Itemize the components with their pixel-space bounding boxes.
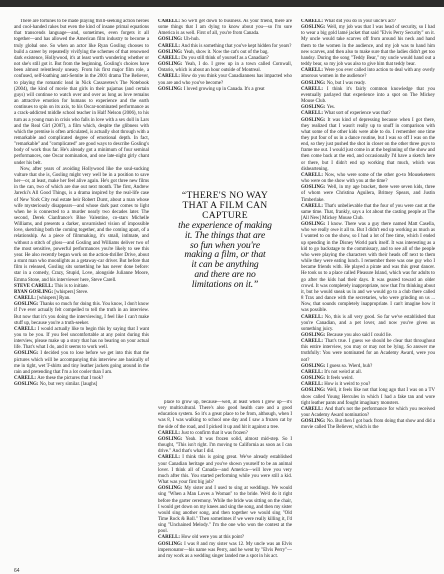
article-paragraph: CARELL: How is it weird to you? (301, 382, 371, 388)
article-paragraph: GOSLING: It feels weird. (301, 376, 354, 382)
article-paragraph: RYAN GOSLING: [whispers] Steve. (14, 289, 89, 295)
article-paragraph: GOSLING: I know. There was a guy there named Matt Casella, who we really owe it all to. But I didn't end up working as much as I wanted to on the show, so I had a lot of free time, which I ended up spending in the Disney World park itself. It was interesting as a kid to go backstage to the commissary, and to see all of the people who were playing the characters with their heads off next to them while they were eating lunch. I remember there was one guy who I became friends with. He played a pirate and was this great dancer. He took us to a place called Pleasure Island, which was for adults to go after the kids had their days. It was geared toward an older crowd. It was completely inappropriate, now that I'm thinking about it, but he would sneak us in and we would go to a club there called 8 Trax and dance with the secretaries, who were grinding on us ... Now, that sounds completely inappropriate. I can't imagine how it was possible. (301, 222, 435, 314)
article-paragraph: CARELL: Do you still think of yourself as a Canadian? (158, 55, 269, 61)
page-number: 64 (14, 568, 20, 574)
speaker-name: CARELL: (301, 314, 325, 320)
article-paragraph: GOSLING: Yeah, I do. I grew up in a town called Cornwall, Ontario, which is about an hour outside of Montreal. (158, 62, 292, 74)
article-paragraph: CARELL: What did you do in your uncle's act? (301, 19, 396, 24)
speaker-name: GOSLING: (301, 185, 328, 191)
article-column-1 (14, 19, 149, 567)
pull-quote-line: “THERE'S NO WAY (181, 190, 269, 201)
speaker-name: CARELL: (14, 326, 38, 332)
article-paragraph: GOSLING: No. But then I got back from doing that show and did a movie called The Believer, which is the (301, 419, 435, 431)
article-paragraph: CARELL: Now, who were some of the other go-to Mouseketeers who were on the show with you at the time? (301, 172, 435, 185)
speaker-name: CARELL: (158, 43, 182, 49)
article-paragraph: STEVE CARELL: This is to initiate. (14, 283, 89, 289)
pull-quote (160, 191, 290, 391)
article-paragraph: CARELL: Just to confirm that it was frozen? (158, 430, 248, 436)
speaker-name: CARELL: (158, 535, 182, 541)
speaker-name: GOSLING: (14, 351, 41, 357)
pull-quote-line: it. The things that are (184, 229, 266, 241)
speaker-name: GOSLING: (301, 222, 328, 228)
article-column-2-bottom (158, 400, 292, 570)
speaker-name: STEVE CARELL: (14, 283, 55, 289)
speaker-name: GOSLING: (158, 49, 184, 55)
speaker-name: GOSLING: (301, 419, 327, 425)
speaker-name: GOSLING: (158, 62, 185, 68)
article-paragraph: CARELL: It's not weird at all. (301, 369, 362, 375)
pull-quote-line: the experience of making (178, 219, 272, 231)
speaker-name: CARELL: (158, 55, 182, 61)
article-paragraph: CARELL: And that's not the performance for which you received your Academy Award nomination? (301, 406, 435, 418)
article-paragraph: CARELL: And this is something that you've kept hidden for years? (158, 43, 292, 49)
article-paragraph: GOSLING: Yes. (301, 105, 336, 111)
pull-quote-line: so fun when you're (190, 239, 260, 251)
pull-quote-line: it can be anything (191, 259, 259, 271)
speaker-name: GOSLING: (14, 302, 40, 308)
article-paragraph: GOSLING: No, but very similar. [laughs] (14, 382, 98, 388)
article-paragraph: CARELL: I think it's fairly common knowledge that you eventually parlayed that experience into a spot on The Mickey Mouse Club. (301, 86, 435, 105)
speaker-name: GOSLING: (14, 382, 40, 388)
speaker-name: GOSLING: (158, 486, 185, 492)
speaker-name: CARELL: (301, 172, 325, 178)
speaker-name: CARELL: (301, 19, 325, 24)
speaker-name: GOSLING: (158, 86, 184, 92)
article-paragraph: GOSLING: I guess so. Wierd, huh? (301, 363, 373, 369)
speaker-name: CARELL: (301, 406, 325, 412)
speaker-name: CARELL: (301, 339, 325, 345)
article-paragraph: CARELL: Are these the pictures that I took? (14, 376, 104, 382)
article-paragraph: CARELL: How do you think your Canadianness has impacted who you are and who you've become? (158, 74, 292, 86)
article-paragraph: GOSLING: Thanks so much for doing this. You know, I don't know if I've ever actually felt compelled to tell the truth in an interview. But now that it's you doing the interviewing, I feel like I can't make stuff up, because you're a truth-seeker. (14, 302, 149, 326)
speaker-name: CARELL: (158, 430, 182, 436)
speaker-name: GOSLING: (301, 105, 327, 111)
article-paragraph: CARELL: That's unbelievable that the four of you were cast at the same time. That, frankly, says a lot about the casting people at The [All New] Mickey Mouse Club. (301, 203, 435, 221)
pull-quote-line: THAT A FILM CAN CAPTURE (182, 199, 268, 221)
article-paragraph: CARELL: What sort of experience was that? (301, 111, 391, 117)
article-column-2-top (158, 19, 292, 184)
article-paragraph: There are fortunes to be made playing thrill-seeking action heroes and cool-handed rakes but even the kind of insane primal equations that transcends language—and, sometimes, even forgets it all together—and has allowed the American film industry to become a truly global one. So when an actor like Ryan Gosling chooses to build a career by repeatedly vivifying the schemes of that renowned dark existence, Hollywood, it's at least worth wondering whether or not she's still got it. But from the beginning, Gosling's choices have been almost relentlessly uneasy. From his first major film role, a confused, self-loathing anti-Semite in the 2001 drama The Believer, to playing the romantic lead in Nick Cassavetes's The Notebook (2004), the kind of movie that girls in their pajamas (and certain guys) will continue to watch over and over as long as love remains an attractive emotion for humans to experience and the earth continues to spin on its axis, to his Oscar-nominated performance as a crack-addicted middle school teacher in Half Nelson (2006), to his turn as a young man in crisis who falls in love with a sex doll in Lars and the Real Girl (2007), a film which, despite the glibness with which the premise is often articulated, is actually shot through with a remarkable and complicated degree of emotional depth. In fact, "remarkable" and "complicated" are good ways to describe Gosling's body of work thus far. He's already got a minimum of four seminal performances, one Oscar nomination, and one late-night girly chant under his belt. (14, 19, 149, 166)
article-paragraph: GOSLING: I decided you to lose before we get into this that the pictures which will be accompanying this interview are basically of me in tight, wet T-shirts and tiny leather jackets going around in the rain and pretending that I'm a lot cooler than I am. (14, 351, 149, 375)
speaker-name: CARELL: (301, 382, 325, 388)
article-paragraph: CARELL: I think this is going great. We've already established your Canadian heritage and you've shown yourself to be an animal lover. I think all of Canada—and America—will love you very much after this. You started performing while you were still a kid. What was your first big job? (158, 455, 292, 486)
article-paragraph: GOSLING: Because you also said I could lie. (301, 332, 393, 338)
article-paragraph: GOSLING: No, but I was ready. (301, 80, 367, 86)
speaker-name: GOSLING: (158, 37, 184, 43)
article-paragraph: CARELL: Were you ever called into action to deal with any overly amorous women in the audience? (301, 68, 435, 80)
article-paragraph: GOSLING: It was kind of depressing because when I got there, they realized that I wasn't really up to snuff in comparison with what some of the other kids were able to do. I remember one time they put four of us in a dance routine, but I was so off I was on the end, so they just pushed the shot in closer on the other three guys to frame me out. I would just come in at the beginning of the show and then come back at the end, and occasionally I'd have a sketch here or there, but I didn't end up working that much, which was disheartening. (301, 117, 435, 172)
article-paragraph: GOSLING: Well, my job was that I was head of security, so I had to wear a big gold lamé jacket that said "Elvis Perry Security" on it. My uncle would take scarves off from around his neck and hand them to the women in the audience, and my job was to hand him new scarves, and then also to make sure that the ladies didn't get too handsy. During the song "Teddy Bear," my uncle would hand out a teddy bear, so my job was also to give him that teddy bear. (301, 25, 435, 68)
speaker-name: RYAN GOSLING: (14, 289, 55, 295)
article-paragraph: GOSLING: I was 8 and my sister was 12. My uncle was an Elvis impersonator—his name was Perry, and he went by "Elvis Perry"—and my work as a wedding singer landed me a spot in his act. (158, 541, 292, 559)
article-paragraph: GOSLING: Yeah, show it. Now the cat's out of the bag. (158, 49, 269, 55)
speaker-name: GOSLING: (301, 376, 327, 382)
speaker-name: CARELL: (158, 455, 183, 461)
article-paragraph: GOSLING: I loved growing up in Canada. It's a great (158, 86, 265, 92)
speaker-name: CARELL: (301, 68, 325, 74)
speaker-name: CARELL: (301, 369, 325, 375)
speaker-name: GOSLING: (301, 117, 328, 123)
speaker-name: CARELL: (301, 86, 327, 92)
speaker-name: CARELL: (14, 296, 38, 302)
speaker-name: GOSLING: (301, 363, 327, 369)
article-paragraph: CARELL: [whispers] Ryan. (14, 296, 71, 302)
article-paragraph: Now, after years of avoiding Hollywood like the soul-sucking vulture that she is, Gosling might very well be in a position to save her—or, at least, make her feel alive again. He's got three new films in the can, two of which are due out next month. The first, Andrew Jarecki's All Good Things, is a drama inspired by the real-life case of New York City real estate heir Robert Durst, about a man whose wife mysteriously disappears—and whose dark past comes to light when he is connected to a murder nearly two decades later. The second, Derek Cianfrance's Blue Valentine, co-stars Michelle Williams, and presents a darker, unvarnished vision of impossible love, sketching both the coming together, and the coming apart, of a relationship. As a piece of filmmaking, it's small, intimate, and without a stitch of gloss—and Gosling and Williams deliver two of the most sensitive, powerful performances you're likely to see this year. He also recently began work on the action-thriller Drive, about a stunt man who moonlights as a getaway-car driver. But before that film is released, Gosling sits something he has never done before: star in a comedy, Crazy, Stupid, Love, alongside Julianne Moore, Emma Stone, and his interviewer here, Steve Carell. (14, 166, 149, 283)
speaker-name: CARELL: (301, 111, 325, 117)
article-paragraph: GOSLING: Yeah. It was frozen solid, almost mid-step. So I thought, "This isn't right. I'm moving to California as soon as I can drive." And that's what I did. (158, 436, 292, 455)
article-paragraph: GOSLING: Well, it feels like not that long ago that I was on a TV show called Young Hercules in which I had a fake tan and wore tight leather pants and fought imaginary monsters. (301, 388, 435, 406)
article-paragraph: place to grow up, because—well, at least when I grew up—it's very multicultural. There's also good health care and a good education system. So it's a great place to be from, although, when I was 8, I was walking to school one day and I saw a frozen cat by the side of the road, and I picked it up and hit it against a tree. (158, 400, 292, 430)
article-paragraph: GOSLING: Well, in my age bracket, there were seven kids, three of whom were Christina Aguilera, Britney Spears, and Justin Timberlake. (301, 185, 435, 203)
speaker-name: GOSLING: (301, 388, 327, 394)
speaker-name: GOSLING: (301, 332, 327, 338)
article-paragraph: GOSLING: Uh-huh. (158, 37, 200, 43)
article-paragraph: CARELL: I would actually like to begin this by saying that I want you to be you. If you feel uncomfortable at any point during this interview, please make up a story that has no bearing on your actual life. That's what I do, and it seems to work well. (14, 326, 149, 351)
article-column-3 (301, 19, 435, 569)
speaker-name: CARELL: (301, 203, 325, 209)
article-paragraph: CARELL: No, this is all very good. So far we've established that you're Canadian, and a pet lover, and now you've given us something juicy. (301, 314, 435, 332)
speaker-name: GOSLING: (301, 80, 327, 86)
article-paragraph: CARELL: How old were you at this point? (158, 535, 244, 541)
pull-quote-line: and there are no (194, 269, 256, 281)
article-paragraph: CARELL: So we'll get down to business. As your friend, there are some things that I am dying to know about you—so I'm sure America is as well. First of all, you're from Canada. (158, 19, 292, 37)
speaker-name: GOSLING: (158, 541, 185, 547)
speaker-name: CARELL: (158, 74, 182, 80)
pull-quote-line: limitations on it.” (191, 279, 259, 291)
speaker-name: CARELL: (158, 19, 182, 24)
speaker-name: CARELL: (14, 376, 38, 382)
pull-quote-line: making a film, or that (184, 249, 266, 261)
article-paragraph: CARELL: That's true. I guess we should be clear that throughout this entire interview, you may or may not be lying. So answer me truthfully: You were nominated for an Academy Award, were you not? (301, 339, 435, 363)
speaker-name: GOSLING: (301, 25, 327, 31)
article-paragraph: GOSLING: My sister and I used to sing at weddings. We would sing "When a Man Loves a Woman" to the bride. We'd do it right before the garter ceremony. While the bride was sitting on the chair, I would get down on my knees and sing the song, and then my sister would sing another song, and then together we would sing "Old Time Rock & Roll." Then sometimes if we were really killing it, I'd sing "Unchained Melody." I'm the one who won the contest at the pool. (158, 486, 292, 535)
speaker-name: GOSLING: (158, 436, 186, 442)
